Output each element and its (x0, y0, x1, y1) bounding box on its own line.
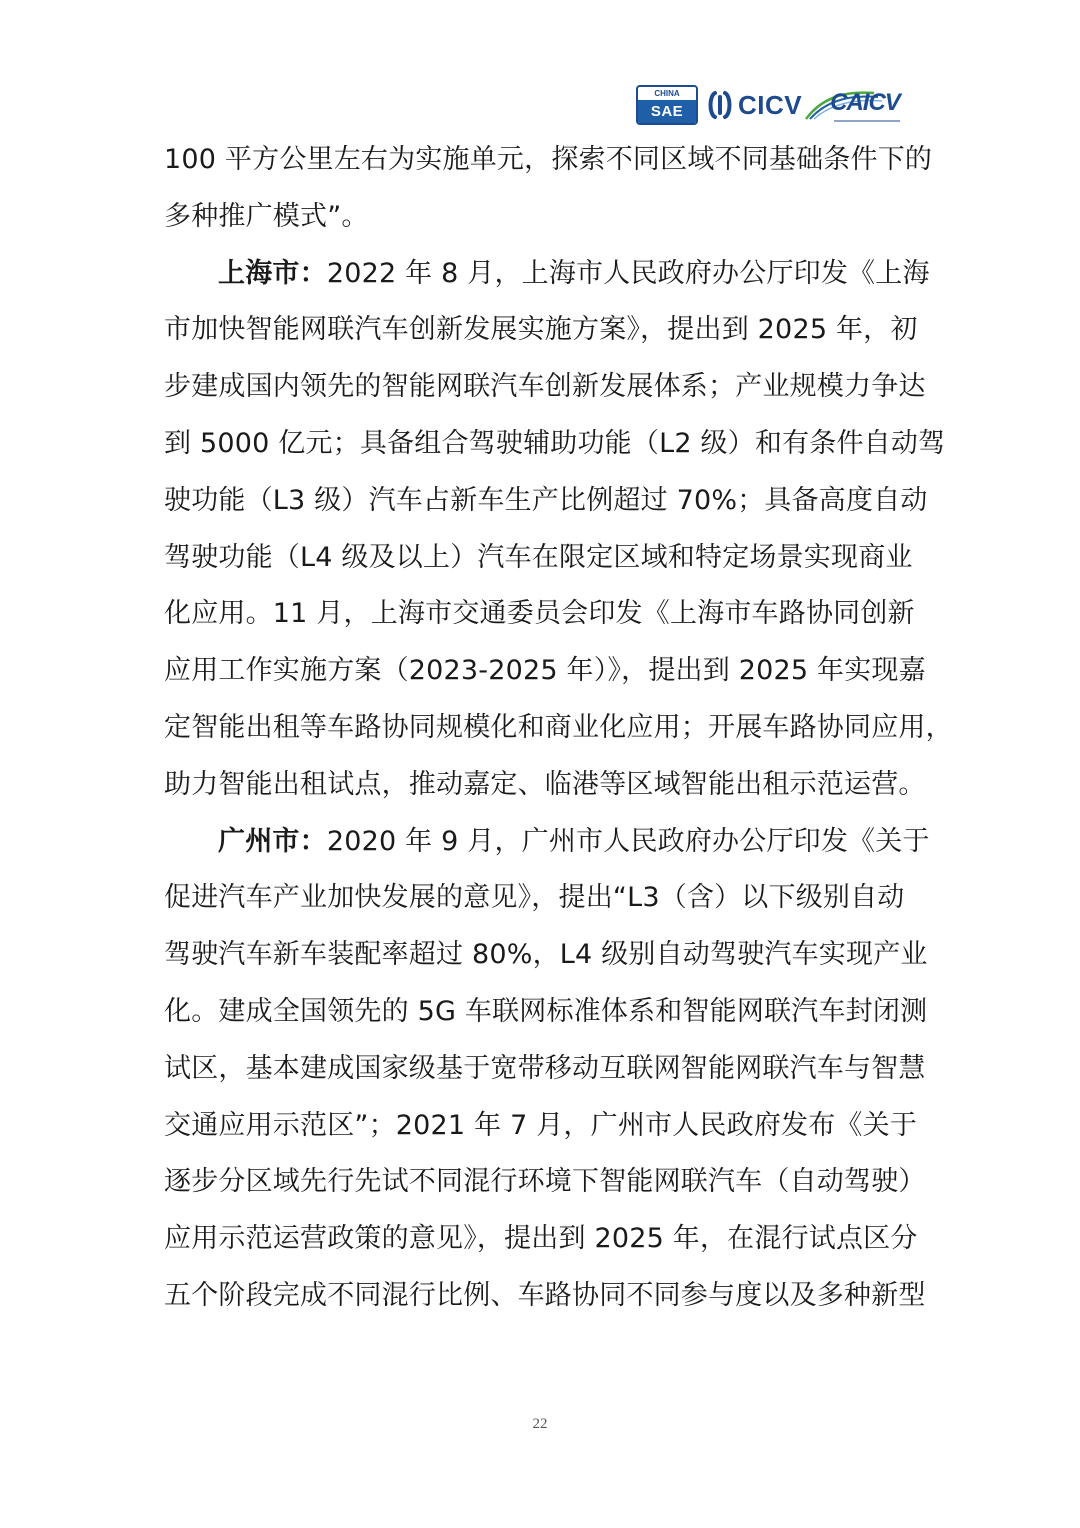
text-line (164, 700, 954, 757)
line-text: 五个阶段完成不同混行比例、车路协同不同参与度以及多种新型 (164, 1279, 926, 1311)
line-text: 化。建成全国领先的 5G 车联网标准体系和智能网联汽车封闭测 (164, 995, 928, 1027)
line-text: 逐步分区域先行先试不同混行环境下智能网联汽车（自动驾驶） (164, 1166, 926, 1198)
text-line (164, 984, 954, 1041)
caicv-logo (804, 85, 904, 125)
text-line (164, 246, 954, 303)
china-sae-logo (636, 85, 698, 125)
line-text: 驾驶功能（L4 级及以上）汽车在限定区域和特定场景实现商业 (164, 541, 913, 573)
line-text: 应用示范运营政策的意见》，提出到 2025 年，在混行试点区分 (164, 1223, 918, 1255)
sae-logo-top-text: CHINA (638, 87, 696, 100)
text-line (164, 416, 954, 473)
line-text: 驶功能（L3 级）汽车占新车生产比例超过 70%；具备高度自动 (164, 484, 928, 516)
line-text: 多种推广模式”。 (164, 200, 369, 232)
header-logos (636, 82, 916, 128)
caicv-logo-text: CAICV (830, 89, 900, 116)
city-heading: 上海市： (218, 257, 327, 289)
city-heading: 广州市： (218, 825, 327, 857)
text-line (164, 302, 954, 359)
text-line (164, 132, 954, 189)
sae-logo-bottom-text: SAE (638, 100, 696, 123)
line-text: 市加快智能网联汽车创新发展实施方案》，提出到 2025 年，初 (164, 314, 918, 346)
text-line (164, 473, 954, 530)
line-text: 交通应用示范区”；2021 年 7 月，广州市人民政府发布《关于 (164, 1109, 918, 1141)
text-line (164, 870, 954, 927)
line-text: 到 5000 亿元；具备组合驾驶辅助功能（L2 级）和有条件自动驾 (164, 427, 946, 459)
text-line (164, 1098, 954, 1155)
text-line (164, 530, 954, 587)
line-text: 化应用。11 月，上海市交通委员会印发《上海市车路协同创新 (164, 598, 915, 630)
text-line (164, 189, 954, 246)
text-line (164, 927, 954, 984)
line-text: 试区，基本建成国家级基于宽带移动互联网智能网联汽车与智慧 (164, 1052, 926, 1084)
text-line (164, 814, 954, 871)
line-text: 助力智能出租试点，推动嘉定、临港等区域智能出租示范运营。 (164, 768, 926, 800)
line-text: 步建成国内领先的智能网联汽车创新发展体系；产业规模力争达 (164, 371, 926, 403)
text-line (164, 1268, 954, 1325)
line-text: 2020 年 9 月，广州市人民政府办公厅印发《关于 (326, 825, 930, 857)
page-number: 22 (532, 1416, 548, 1432)
line-text: 驾驶汽车新车装配率超过 80%，L4 级别自动驾驶汽车实现产业 (164, 939, 928, 971)
line-text: 促进汽车产业加快发展的意见》，提出“L3（含）以下级别自动 (164, 882, 905, 914)
cicv-emblem-icon (706, 90, 734, 120)
cicv-logo-text: CICV (738, 89, 803, 120)
line-text: 定智能出租等车路协同规模化和商业化应用；开展车路协同应用， (164, 711, 953, 743)
text-line (164, 1154, 954, 1211)
cicv-logo (706, 90, 802, 121)
line-text: 100 平方公里左右为实施单元，探索不同区域不同基础条件下的 (164, 144, 933, 175)
text-line (164, 757, 954, 814)
text-line (164, 1041, 954, 1098)
text-line (164, 1211, 954, 1268)
text-line (164, 586, 954, 643)
line-text: 2022 年 8 月，上海市人民政府办公厅印发《上海 (326, 257, 930, 289)
text-line (164, 643, 954, 700)
line-text: 应用工作实施方案（2023-2025 年）》，提出到 2025 年实现嘉 (164, 655, 926, 687)
document-body (164, 132, 954, 1325)
text-line (164, 359, 954, 416)
